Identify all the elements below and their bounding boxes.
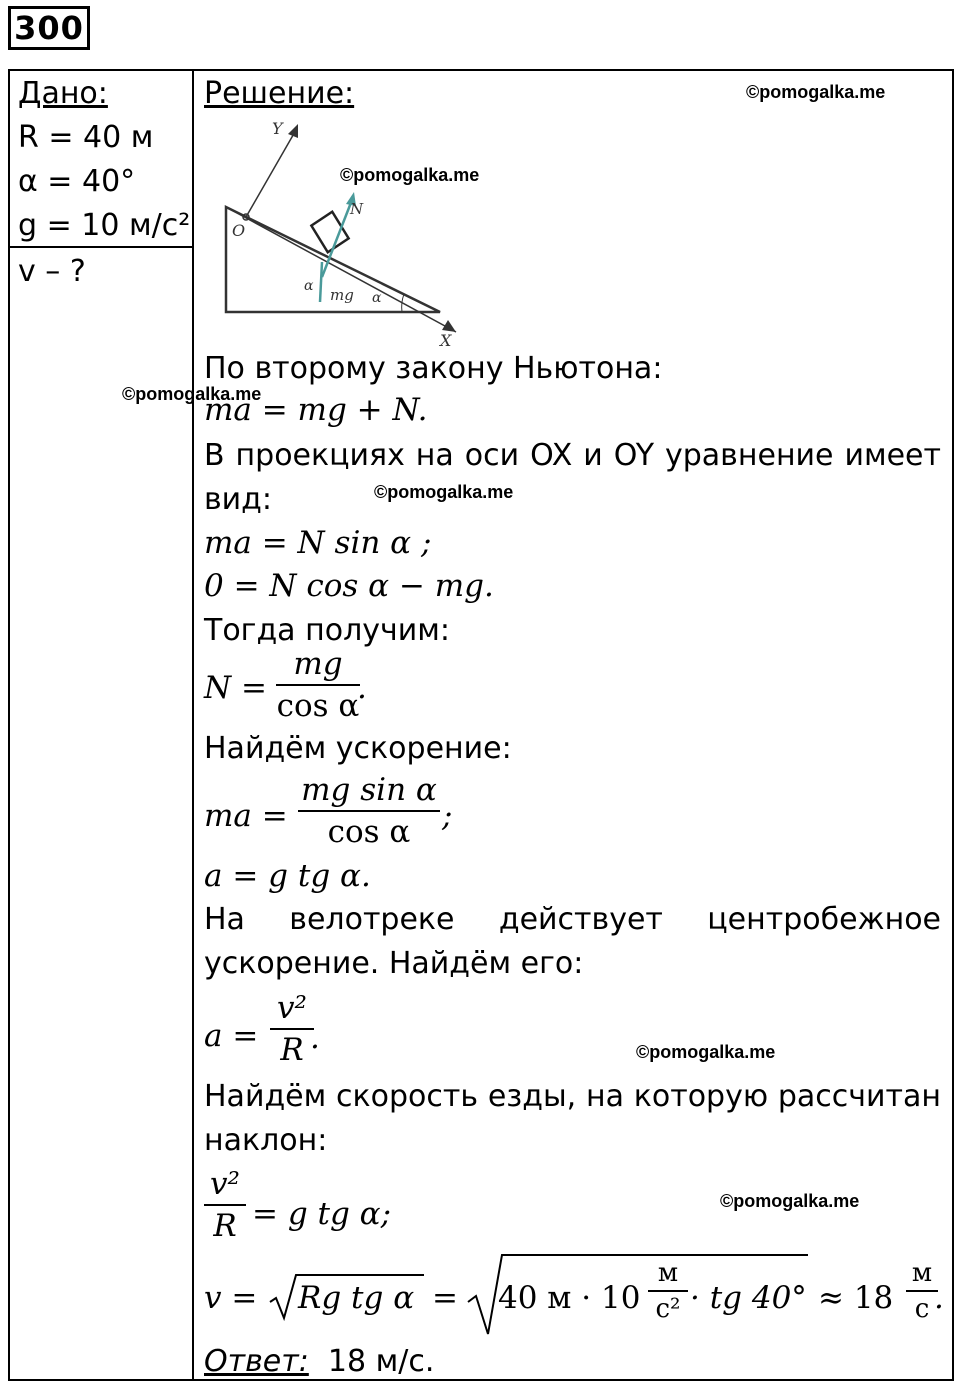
unit-fraction: м с² [648, 1258, 688, 1324]
radicand-part: · tg 40° [690, 1280, 807, 1316]
text-line: ускорение. Найдём его: [204, 946, 584, 981]
text-line: Тогда получим: [204, 613, 450, 648]
fraction: mg sin α cos α [298, 772, 440, 850]
punct: . [310, 1020, 320, 1056]
equation: ma = mg + N. [204, 392, 428, 428]
equation-left: ma = [204, 798, 288, 834]
punct: ; [442, 798, 453, 834]
incline-diagram [204, 112, 484, 350]
punct: . [357, 670, 367, 706]
text-line: Найдём скорость езды, на которую рассчитан [204, 1079, 941, 1114]
equation: a = g tg α. [204, 858, 371, 894]
given-item: g = 10 м/с² [18, 208, 191, 243]
watermark: ©pomogalka.me [374, 482, 514, 502]
origin-label: O [232, 221, 246, 240]
equation: ma = N sin α ; [204, 525, 432, 561]
punct: . [934, 1280, 944, 1316]
unknown: v – ? [18, 254, 86, 289]
watermark: ©pomogalka.me [340, 165, 480, 185]
angle-label-1: α [304, 278, 314, 294]
problem-number: 300 [8, 6, 90, 50]
text-line: По второму закону Ньютона: [204, 351, 663, 386]
gravity-label: mg [330, 286, 354, 304]
equation: 0 = N cos α − mg. [204, 568, 494, 604]
watermark: ©pomogalka.me [636, 1042, 776, 1062]
given-item: R = 40 м [18, 120, 154, 155]
equation-left: v = [204, 1280, 258, 1316]
fraction: mg cos α [276, 646, 360, 724]
watermark: ©pomogalka.me [720, 1191, 860, 1211]
fraction: v² R [270, 990, 314, 1068]
answer-value: 18 м/с. [327, 1344, 435, 1379]
normal-label: N [350, 200, 364, 218]
radicand-part: 40 м · 10 [498, 1280, 641, 1316]
answer [204, 1340, 434, 1384]
y-axis-label: Y [272, 119, 283, 138]
x-axis-label: X [440, 331, 452, 350]
y-axis [246, 130, 296, 217]
given-title: Дано: [18, 76, 108, 111]
text-line: Найдём ускорение: [204, 731, 512, 766]
watermark: ©pomogalka.me [746, 82, 886, 102]
equation-left: N = [204, 670, 267, 706]
column-divider [192, 69, 194, 1381]
fraction: v² R [204, 1166, 246, 1244]
answer-label: Ответ: [204, 1344, 309, 1379]
equation-left: a = [204, 1018, 259, 1054]
text-line: вид: [204, 482, 273, 517]
equals: = [432, 1280, 458, 1316]
approx-result: ≈ 18 [818, 1280, 894, 1316]
text-line: В проекциях на оси OX и OY уравнение имеет [204, 438, 941, 473]
text-line: На велотреке действует центробежное [204, 902, 941, 937]
unit-fraction: м с [906, 1258, 938, 1324]
text-line: наклон: [204, 1123, 328, 1158]
gravity-vector [320, 262, 322, 302]
given-item: α = 40° [18, 164, 136, 199]
radicand: Rg tg α [298, 1280, 415, 1316]
watermark: ©pomogalka.me [122, 384, 262, 404]
solution-title: Решение: [204, 76, 355, 111]
equation-right: = g tg α; [252, 1196, 392, 1232]
angle-label-2: α [372, 290, 382, 306]
